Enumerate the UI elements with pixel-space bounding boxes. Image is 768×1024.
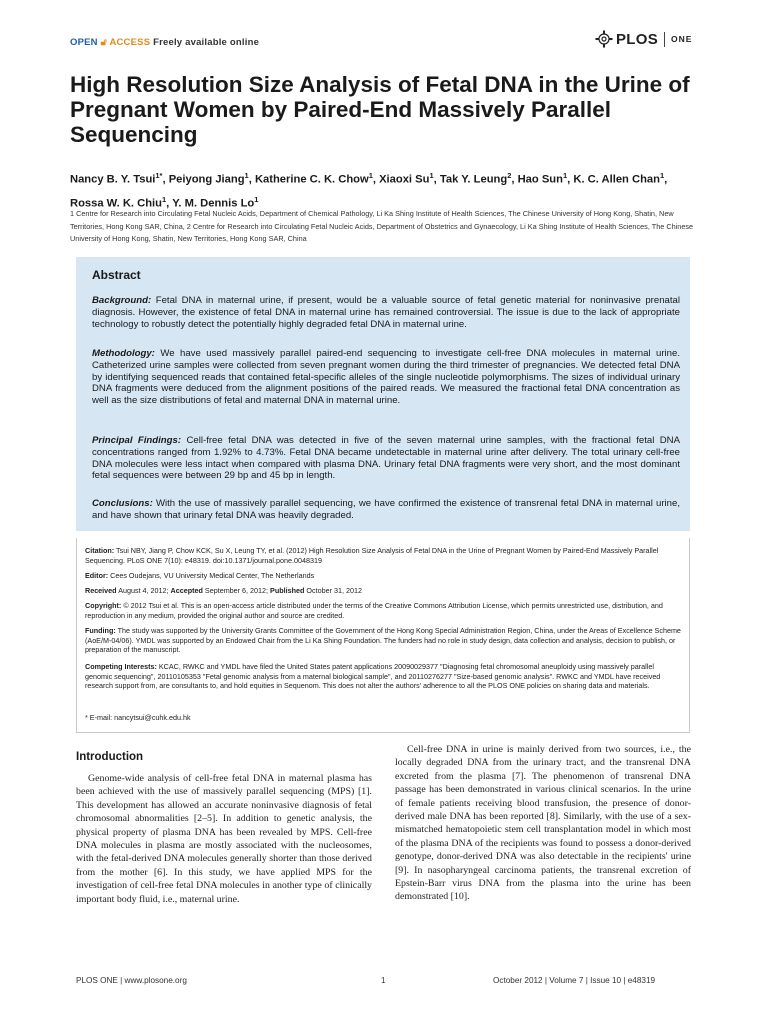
abstract-methodology: [92, 348, 680, 407]
editor-label: Editor:: [85, 571, 109, 580]
citation-entry: [85, 546, 683, 565]
copyright-label: Copyright:: [85, 601, 122, 610]
author-affiliation-mark: 1: [162, 194, 167, 204]
plos-gear-icon: [595, 30, 613, 48]
author-affiliation-mark: 1: [368, 171, 373, 180]
author-affiliation-mark: 1: [254, 194, 259, 204]
accepted-label: Accepted: [170, 586, 203, 595]
author-affiliation-mark: 2: [507, 171, 512, 180]
open-access-badge: [70, 37, 259, 48]
received-label: Received: [85, 586, 117, 595]
author-affiliation-mark: 1: [659, 171, 665, 180]
oa-access-label: ACCESS: [109, 37, 151, 48]
footer-journal-site: PLOS ONE | www.plosone.org: [76, 976, 187, 985]
author-name: Xiaoxi Su: [379, 173, 430, 186]
funding-entry: [85, 626, 683, 655]
editor-text: Cees Oudejans, VU University Medical Center, The Netherlands: [110, 571, 315, 580]
citation-label: Citation:: [85, 546, 115, 555]
citation-text: Tsui NBY, Jiang P, Chow KCK, Su X, Leung TY, et al. (2012) High Resolution Size Analysis of Fetal DNA in the Urine of Pregnant Women by Paired-End Massively Parallel Sequencing. PLoS ONE 7(10): e48319. doi:10.1371/journal.pone.0048319: [85, 546, 659, 565]
received-date: August 4, 2012;: [118, 586, 169, 595]
author-affiliation-mark: 1: [244, 171, 249, 180]
affiliations: 1 Centre for Research into Circulating Fetal Nucleic Acids, Department of Chemical Pathology, Li Ka Shing Institute of Health Sciences, The Chinese University of Hong Kong, Shatin, New Territories, Hong Kong SAR, China, 2 Centre for Research into Circulating Fetal Nucleic Acids, Department of Obstetrics and Gynaecology, Li Ka Shing Institute of Health Sciences, The Chinese University of Hong Kong, Shatin, New Territories, Hong Kong SAR, China: [70, 209, 694, 244]
competing-label: Competing Interests:: [85, 662, 157, 671]
abstract-findings: [92, 435, 680, 482]
footer-page-number: 1: [381, 976, 386, 985]
methodology-label: Methodology:: [92, 348, 155, 359]
author-affiliation-mark: 1: [429, 171, 434, 180]
author-name: Hao Sun: [517, 173, 563, 186]
abstract-box: [76, 257, 690, 531]
abstract-background: [92, 295, 680, 330]
dates-entry: [85, 586, 683, 596]
conclusions-text: With the use of massively parallel sequencing, we have confirmed the existence of transrenal fetal DNA in maternal urine, and have shown that urinary fetal DNA was heavily degraded.: [92, 498, 681, 521]
author-name: Tak Y. Leung: [439, 173, 508, 186]
logo-divider: [664, 32, 665, 47]
findings-text: Cell-free fetal DNA was detected in five of the seven maternal urine samples, with the fractional fetal DNA concentrations ranged from 1.92% to 4.73%. Fetal DNA became undetectable in maternal urine after delivery. The total urinary cell-free DNA molecules were less intact when compared with plasma DNA. Urinary fetal DNA fragments were very short, and the most dominant fetal sequences were between 29 bp and 45 bp in length.: [92, 435, 681, 482]
journal-logo-text: PLOS: [616, 30, 659, 48]
open-lock-icon: 🔓︎: [100, 37, 107, 48]
abstract-conclusions: [92, 498, 680, 522]
editor-entry: [85, 571, 683, 581]
methodology-text: We have used massively parallel paired-end sequencing to investigate cell-free DNA molecules in maternal urine. Catheterized urine samples were collected from seven pregnant women during the third trimester of pregnancies. We detected fetal DNA by identifying sequenced reads that contained fetal-specific alleles of the single nucleotide polymorphisms. The sizes of individual urinary DNA fragments were deduced from the alignment positions of the paired reads. We measured the fractional fetal DNA concentration as well as the size distributions of fetal and maternal DNA in maternal urine.: [92, 348, 681, 407]
author-name: Rossa W. K. Chiu: [70, 197, 162, 210]
author-affiliation-mark: 1*: [155, 171, 163, 180]
background-label: Background:: [92, 295, 152, 306]
oa-free-label: Freely available online: [153, 37, 260, 48]
body-paragraph-left: Genome-wide analysis of cell-free fetal DNA in maternal plasma has been achieved with the use of massively parallel sequencing (MPS) [1]. This development has allowed an accurate noninvasive diagnosis of fetal chromosomal abnormalities [2–5]. In addition to genetic analysis, the physical property of plasma DNA has been revealed by MPS. Cell-free DNA molecules in plasma are mostly associated with the nucleosomes, with the fetal-derived DNA molecules generally shorter than those derived from the mother [6]. In this study, we have applied MPS for the investigation of cell-free fetal DNA molecules in another type of clinically important body fluid, i.e., maternal urine.: [76, 773, 372, 905]
oa-open-label: OPEN: [70, 37, 98, 48]
conclusions-label: Conclusions:: [92, 498, 153, 509]
journal-logo: [595, 30, 692, 48]
author-name: K. C. Allen Chan: [573, 173, 660, 186]
author-list: Nancy B. Y. Tsui$^{1*}$, Peiyong Jiang$^1$, Katherine C. K. Chow$^1$, Xiaoxi Su$^1$, Tak Y. Leung$^2$, Hao Sun$^1$, K. C. Allen Chan$^1$, Rossa W. K. Chiu$^1$, Y. M. Dennis Lo$^1$: [70, 171, 668, 210]
author-name: Peiyong Jiang: [168, 173, 245, 186]
findings-label: Principal Findings:: [92, 435, 182, 446]
email-entry[interactable]: * E-mail: nancytsui@cuhk.edu.hk: [85, 713, 191, 722]
accepted-date: September 6, 2012;: [204, 586, 269, 595]
author-name: Nancy B. Y. Tsui: [70, 173, 156, 186]
competing-text: KCAC, RWKC and YMDL have filed the United States patent applications 20090029377 "Diagnosing fetal chromosomal aneuploidy using massively parallel genomic sequencing", 20110105353 "Fetal genomic analysis from a maternal biological sample", and 20110276277 "Size-based genomic analysis". RWKC and YMDL have received research support from, are consultants to, and hold equities in Sequenom. This does not alter the authors' adherence to all the PLOS ONE policies on sharing data and materials.: [85, 662, 661, 691]
abstract-heading: Abstract: [92, 268, 141, 282]
copyright-entry: [85, 601, 683, 620]
background-text: Fetal DNA in maternal urine, if present, would be a valuable source of fetal genetic material for noninvasive prenatal diagnosis. However, the existence of fetal DNA in maternal urine has remained controversial. The issue is due to the lack of appropriate technology to robustly detect the potentially highly degraded fetal DNA in maternal urine.: [92, 295, 680, 330]
funding-text: The study was supported by the University Grants Committee of the Government of the Hong Kong Special Administration Region, China, under the Areas of Excellence Scheme (AoE/M-04/06). YMDL was supported by an Endowed Chair from the Li Ka Shing Foundation. The funders had no role in study design, data collection and analysis, decision to publish, or preparation of the manuscript.: [85, 626, 681, 655]
published-label: Published: [270, 586, 305, 595]
body-paragraph-right: Cell-free DNA in urine is mainly derived from two sources, i.e., the locally degraded DNA from the urinary tract, and the transrenal DNA excreted from the plasma [7]. The phenomenon of transrenal DNA passage has been demonstrated in various clinical scenarios. In the urine of female patients receiving blood transfusion, the presence of donor-derived male DNA has been reported [8]. Similarly, with the use of a sex-mismatched hematopoietic stem cell transplantation model in which most of the plasma DNA of the recipients was found to possess a donor-derived genotype, donor-derived DNA was also detectable in the recipients' urine [9]. In nasopharyngeal carcinoma patients, the transrenal excretion of Epstein-Barr virus DNA from the plasma into the urine has been demonstrated [10].: [395, 744, 691, 903]
section-heading-introduction: Introduction: [76, 751, 144, 763]
author-name: Y. M. Dennis Lo: [172, 197, 255, 210]
footer-issue-info: October 2012 | Volume 7 | Issue 10 | e48319: [493, 976, 656, 985]
competing-interests-entry: [85, 662, 683, 691]
published-date: October 31, 2012: [306, 586, 362, 595]
article-title: High Resolution Size Analysis of Fetal DNA in the Urine of Pregnant Women by Paired-End Massively Parallel Sequencing: [70, 72, 690, 147]
author-name: Katherine C. K. Chow: [254, 173, 369, 186]
journal-logo-sub: ONE: [671, 34, 693, 44]
funding-label: Funding:: [85, 626, 116, 635]
copyright-text: © 2012 Tsui et al. This is an open-access article distributed under the terms of the Creative Commons Attribution License, which permits unrestricted use, distribution, and reproduction in any medium, provided the original author and source are credited.: [85, 601, 663, 620]
author-affiliation-mark: 1: [562, 171, 568, 180]
citation-block: [76, 538, 690, 733]
